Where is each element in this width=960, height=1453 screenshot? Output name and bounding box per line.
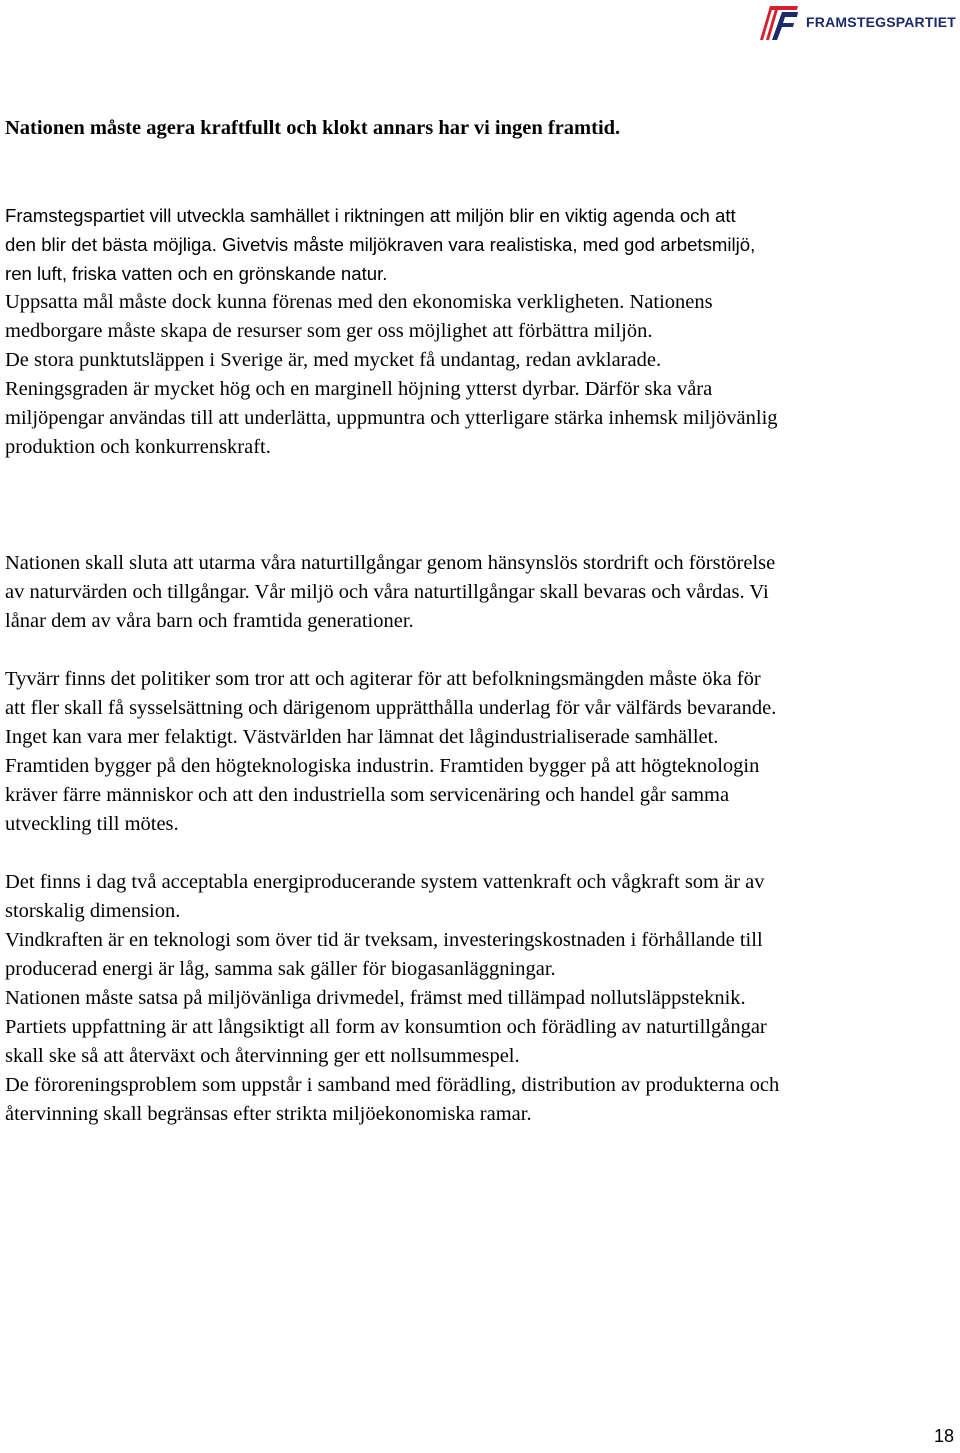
- text-line: ren luft, friska vatten och en grönskande natur.: [5, 263, 388, 284]
- text-line: medborgare måste skapa de resurser som ger oss möjlighet att förbättra miljön.: [5, 320, 653, 342]
- text-line: producerad energi är låg, samma sak gäller för biogasanläggningar.: [5, 958, 556, 980]
- text-line: kräver färre människor och att den industriella som servicenäring och handel går samma: [5, 784, 730, 806]
- text-line: Nationen måste satsa på miljövänliga drivmedel, främst med tillämpad nollutsläppsteknik.: [5, 987, 746, 1009]
- paragraph-environment-agenda: [5, 201, 957, 462]
- party-logo: [752, 2, 956, 42]
- text-line: utveckling till mötes.: [5, 813, 179, 835]
- text-line: Inget kan vara mer felaktigt. Västvärlden har lämnat det lågindustrialiserade samhället.: [5, 726, 719, 748]
- paragraph-population: [5, 665, 957, 839]
- text-line: Partiets uppfattning är att långsiktigt all form av konsumtion och förädling av naturtillgångar: [5, 1016, 767, 1038]
- text-line: Uppsatta mål måste dock kunna förenas med den ekonomiska verkligheten. Nationens: [5, 291, 713, 313]
- paragraph-natural-resources: [5, 549, 957, 636]
- text-line: produktion och konkurrenskraft.: [5, 436, 271, 458]
- text-line: att fler skall få sysselsättning och därigenom upprätthålla underlag för vår välfärds bevarande.: [5, 697, 777, 719]
- text-line: den blir det bästa möjliga. Givetvis måste miljökraven vara realistiska, med god arbetsmiljö,: [5, 234, 756, 255]
- text-line: storskalig dimension.: [5, 900, 181, 922]
- text-line: De stora punktutsläppen i Sverige är, med mycket få undantag, redan avklarade.: [5, 349, 662, 371]
- text-line: återvinning skall begränsas efter strikta miljöekonomiska ramar.: [5, 1103, 532, 1125]
- framstegspartiet-logo-icon: [752, 2, 800, 42]
- text-line: Framstegspartiet vill utveckla samhället i riktningen att miljön blir en viktig agenda och att: [5, 205, 736, 226]
- paragraph-energy: [5, 868, 957, 1129]
- text-line: miljöpengar användas till att underlätta, uppmuntra och ytterligare stärka inhemsk miljövänlig: [5, 407, 778, 429]
- text-line: De föroreningsproblem som uppstår i samband med förädling, distribution av produkterna och: [5, 1074, 780, 1096]
- logo-text: FRAMSTEGSPARTIET: [806, 14, 956, 30]
- text-line: lånar dem av våra barn och framtida generationer.: [5, 610, 414, 632]
- text-line: Reningsgraden är mycket hög och en marginell höjning ytterst dyrbar. Därför ska våra: [5, 378, 713, 400]
- text-line: av naturvärden och tillgångar. Vår miljö och våra naturtillgångar skall bevaras och vårdas. Vi: [5, 581, 769, 603]
- text-line: Tyvärr finns det politiker som tror att och agiterar för att befolkningsmängden måste öka för: [5, 668, 761, 690]
- text-line: skall ske så att återväxt och återvinning ger ett nollsummespel.: [5, 1045, 520, 1067]
- page-heading: Nationen måste agera kraftfullt och klokt annars har vi ingen framtid.: [5, 117, 621, 139]
- text-line: Nationen skall sluta att utarma våra naturtillgångar genom hänsynslös stordrift och förstörelse: [5, 552, 776, 574]
- text-line: Vindkraften är en teknologi som över tid är tveksam, investeringskostnaden i förhållande till: [5, 929, 763, 951]
- text-line: Det finns i dag två acceptabla energiproducerande system vattenkraft och vågkraft som är av: [5, 871, 765, 893]
- document-body: [5, 114, 957, 1129]
- text-line: Framtiden bygger på den högteknologiska industrin. Framtiden bygger på att högteknologin: [5, 755, 760, 777]
- page-number: 18: [933, 1426, 954, 1446]
